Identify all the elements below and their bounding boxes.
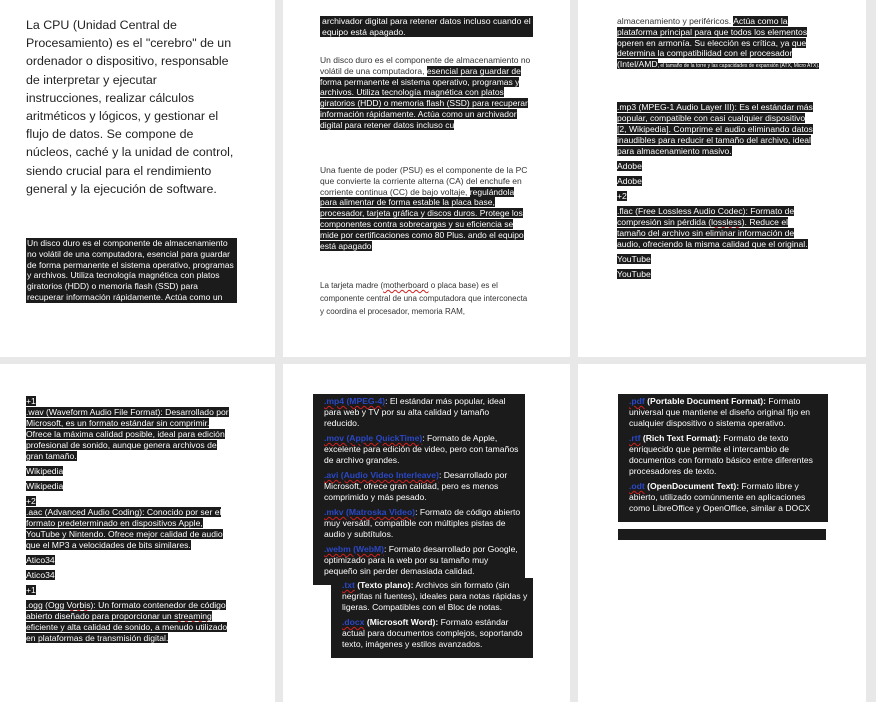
format-description: : Desarrollado por Microsoft, ofrece gran calidad, pero es menos comprimido y más pesado. <box>324 470 508 502</box>
document-page-5 <box>283 364 570 702</box>
format-name: (Microsoft Word): <box>364 617 439 627</box>
motherboard-plain-text: almacenamiento y periféricos. <box>617 16 732 26</box>
format-extension: .mkv (Matroska Video) <box>324 507 416 517</box>
source-count-chip[interactable]: +2 <box>617 191 627 201</box>
motherboard-text-start: La tarjeta madre ( <box>320 281 384 290</box>
psu-plain-text: Una fuente de poder (PSU) es el componente de la PC que convierte la corriente alterna (CA) del enchufe en corriente continua (CC) de bajo voltaje, <box>320 165 528 197</box>
source-chip-adobe[interactable]: Adobe <box>617 176 642 186</box>
list-item <box>315 433 523 466</box>
misspelled-word: motherboard <box>383 281 429 290</box>
format-extension: .txt <box>342 580 355 590</box>
highlighted-empty-line <box>618 529 826 540</box>
source-chip-youtube[interactable]: YouTube <box>617 254 651 264</box>
mp3-item: .mp3 (MPEG-1 Audio Layer III): Es el estándar más popular, compatible con casi cualquier dispositivo [2, Wikipedia]. Comprime el audio eliminando datos inaudibles para reducir el tamaño del archivo, ideal para almacenamiento masivo. <box>617 102 813 156</box>
misspelled-word: streaming <box>174 611 212 621</box>
cpu-paragraph: La CPU (Unidad Central de Procesamiento) es el "cerebro" de un ordenador o dispositivo, responsable de interpretar y ejecutar instrucciones, realizar cálculos aritméticos y lógicos, y gestionar el flujo de datos. Se compone de núcleos, caché y la unidad de control, siendo crucial para el rendimiento general y la ejecución de software. <box>26 18 234 196</box>
list-item <box>333 580 531 613</box>
motherboard-small-text: , el tamaño de la torre y las capacidades de expansión (ATX, Micro ATX). <box>657 63 820 70</box>
format-description: Formato universal que mantiene el diseño original fijo en cualquier dispositivo o sistema operativo. <box>629 396 811 428</box>
source-chip-wikipedia[interactable]: Wikipedia <box>26 466 64 476</box>
flac-item <box>617 206 808 249</box>
format-description: Archivos sin formato (sin negritas ni fuentes), ideales para notas rápidas y ligeras. Compatibles con el Bloc de notas. <box>342 580 528 612</box>
hdd-paragraph <box>320 55 532 131</box>
source-chip-wikipedia[interactable]: Wikipedia <box>26 481 64 491</box>
source-chip-atico34[interactable]: Atico34 <box>26 570 55 580</box>
motherboard-highlighted-text: Actúa como la plataforma principal para que todos los elementos operen en armonía. Su elección es crítica, ya que determina la compatibilidad con el procesador (Intel/AMD <box>617 16 808 70</box>
list-item <box>333 617 531 650</box>
format-extension: .webm (WebM) <box>324 544 384 554</box>
format-name: (Portable Document Format): <box>644 396 767 406</box>
aac-item: .aac (Advanced Audio Coding): Conocido por ser el formato predeterminado en dispositivos Apple, YouTube y Nintendo. Ofrece mejor calidad de audio que el MP3 a velocidades de bits similares. <box>26 507 223 550</box>
motherboard-continuation <box>617 16 829 72</box>
format-name: (Rich Text Format): <box>640 433 721 443</box>
source-count-chip[interactable]: +2 <box>26 496 36 506</box>
audio-formats-list-continued <box>26 396 236 644</box>
format-name: (Texto plano): <box>354 580 414 590</box>
format-extension: .docx <box>342 617 365 627</box>
video-formats-list <box>313 394 525 585</box>
format-description: : Formato desarrollado por Google, optimizado para la web por su tamaño muy pequeño sin perder demasiada calidad. <box>324 544 518 576</box>
document-page-2 <box>283 0 570 357</box>
list-item <box>315 470 523 503</box>
hdd-highlighted-text: esencial para guardar de forma permanente el sistema operativo, programas y archivos. Utiliza tecnología magnética con platos giratorios (HDD) o memoria flash (SSD) para recuperar información rápidamente. Actúa como un archivador digital para retener datos incluso cu <box>320 65 528 130</box>
misspelled-word: Vorbis <box>66 600 91 610</box>
source-chip-atico34[interactable]: Atico34 <box>26 555 55 565</box>
format-extension: .mp4 (MPEG-4) <box>324 396 386 406</box>
audio-formats-list <box>617 102 817 280</box>
document-page-4 <box>0 364 275 702</box>
list-item <box>315 544 523 577</box>
list-item <box>620 396 826 429</box>
ogg-text-end: eficiente y alta calidad de sonido, a menudo utilizado en plataformas de transmisión digital. <box>26 622 228 643</box>
source-chip-youtube[interactable]: YouTube <box>617 269 651 279</box>
motherboard-paragraph <box>320 279 532 319</box>
format-extension: .odt <box>629 481 645 491</box>
psu-paragraph <box>320 165 532 251</box>
format-extension: .pdf <box>629 396 645 406</box>
format-extension: .avi (Audio Video Interleave) <box>324 470 439 480</box>
format-name: (OpenDocument Text): <box>644 481 740 491</box>
hdd-continuation: archivador digital para retener datos incluso cuando el equipo está apagado. <box>320 16 533 37</box>
document-page-1 <box>0 0 275 357</box>
list-item <box>315 507 523 540</box>
source-count-chip[interactable]: +1 <box>26 396 36 406</box>
document-page-6 <box>578 364 866 702</box>
flac-text-start: .flac (Free Lossless Audio Codec): Formato de compresión sin pérdida ( <box>617 206 795 227</box>
ogg-text-middle: ): Un formato contenedor de código abierto diseñado para proporcionar un <box>26 600 226 621</box>
format-description: Formato libre y abierto, utilizado comúnmente en aplicaciones como LibreOffice y OpenOffice, similar a DOCX <box>629 481 811 513</box>
format-description: : El estándar más popular, ideal para web y TV por su alta calidad y tamaño reducido. <box>324 396 506 428</box>
hdd-plain-text: Un disco duro es el componente de almacenamiento no volátil de una computadora, <box>320 55 531 76</box>
misspelled-word: lossless <box>711 217 742 227</box>
document-formats-list <box>618 394 828 522</box>
wav-item: .wav (Waveform Audio File Format): Desarrollado por Microsoft, es un formato estándar sin comprimir. Ofrece la máxima calidad posible, ideal para edición profesional de sonido, aunque genera archivos de gran tamaño. <box>26 407 229 461</box>
document-formats-sublist <box>331 578 533 658</box>
ogg-item <box>26 600 227 643</box>
flac-text-end: ). Reduce el tamaño del archivo sin eliminar información de audio, ofreciendo la misma calidad que el original. <box>617 217 808 249</box>
motherboard-text-end: o placa base) es el componente central de una computadora que interconecta y coordina el procesador, memoria RAM, <box>320 281 528 317</box>
format-description: Formato de texto enriquecido que permite el intercambio de documentos con formato básico entre diferentes procesadores de texto. <box>629 433 813 476</box>
format-extension: .rtf <box>629 433 641 443</box>
format-description: Formato estándar actual para documentos complejos, soportando texto, imágenes y estilos avanzados. <box>342 617 523 649</box>
format-description: : Formato de código abierto muy versátil, compatible con múltiples pistas de audio y subtítulos. <box>324 507 521 539</box>
format-extension: .mov (Apple QuickTime) <box>324 433 423 443</box>
list-item <box>620 433 826 477</box>
list-item <box>620 481 826 514</box>
document-page-3 <box>578 0 866 357</box>
ogg-text-start: .ogg (Ogg <box>26 600 67 610</box>
format-description: : Formato de Apple, excelente para edición de video, pero con tamaños de archivo grandes. <box>324 433 519 465</box>
list-item <box>315 396 523 429</box>
source-chip-adobe[interactable]: Adobe <box>617 161 642 171</box>
hdd-highlighted-paragraph: Un disco duro es el componente de almacenamiento no volátil de una computadora, esencial para guardar de forma permanente el sistema operativo, programas y archivos. Utiliza tecnología magnética con platos giratorios (HDD) o memoria flash (SSD) para recuperar información rápidamente. Actúa como un <box>26 238 237 303</box>
psu-highlighted-text: regulándola para alimentar de forma estable la placa base, procesador, tarjeta gráfica y discos duros. Protege los componentes contra sobrecargas y su eficiencia se mide por certificaciones como 80 Plus. ando el equipo está apagado <box>320 186 524 251</box>
source-count-chip[interactable]: +1 <box>26 585 36 595</box>
